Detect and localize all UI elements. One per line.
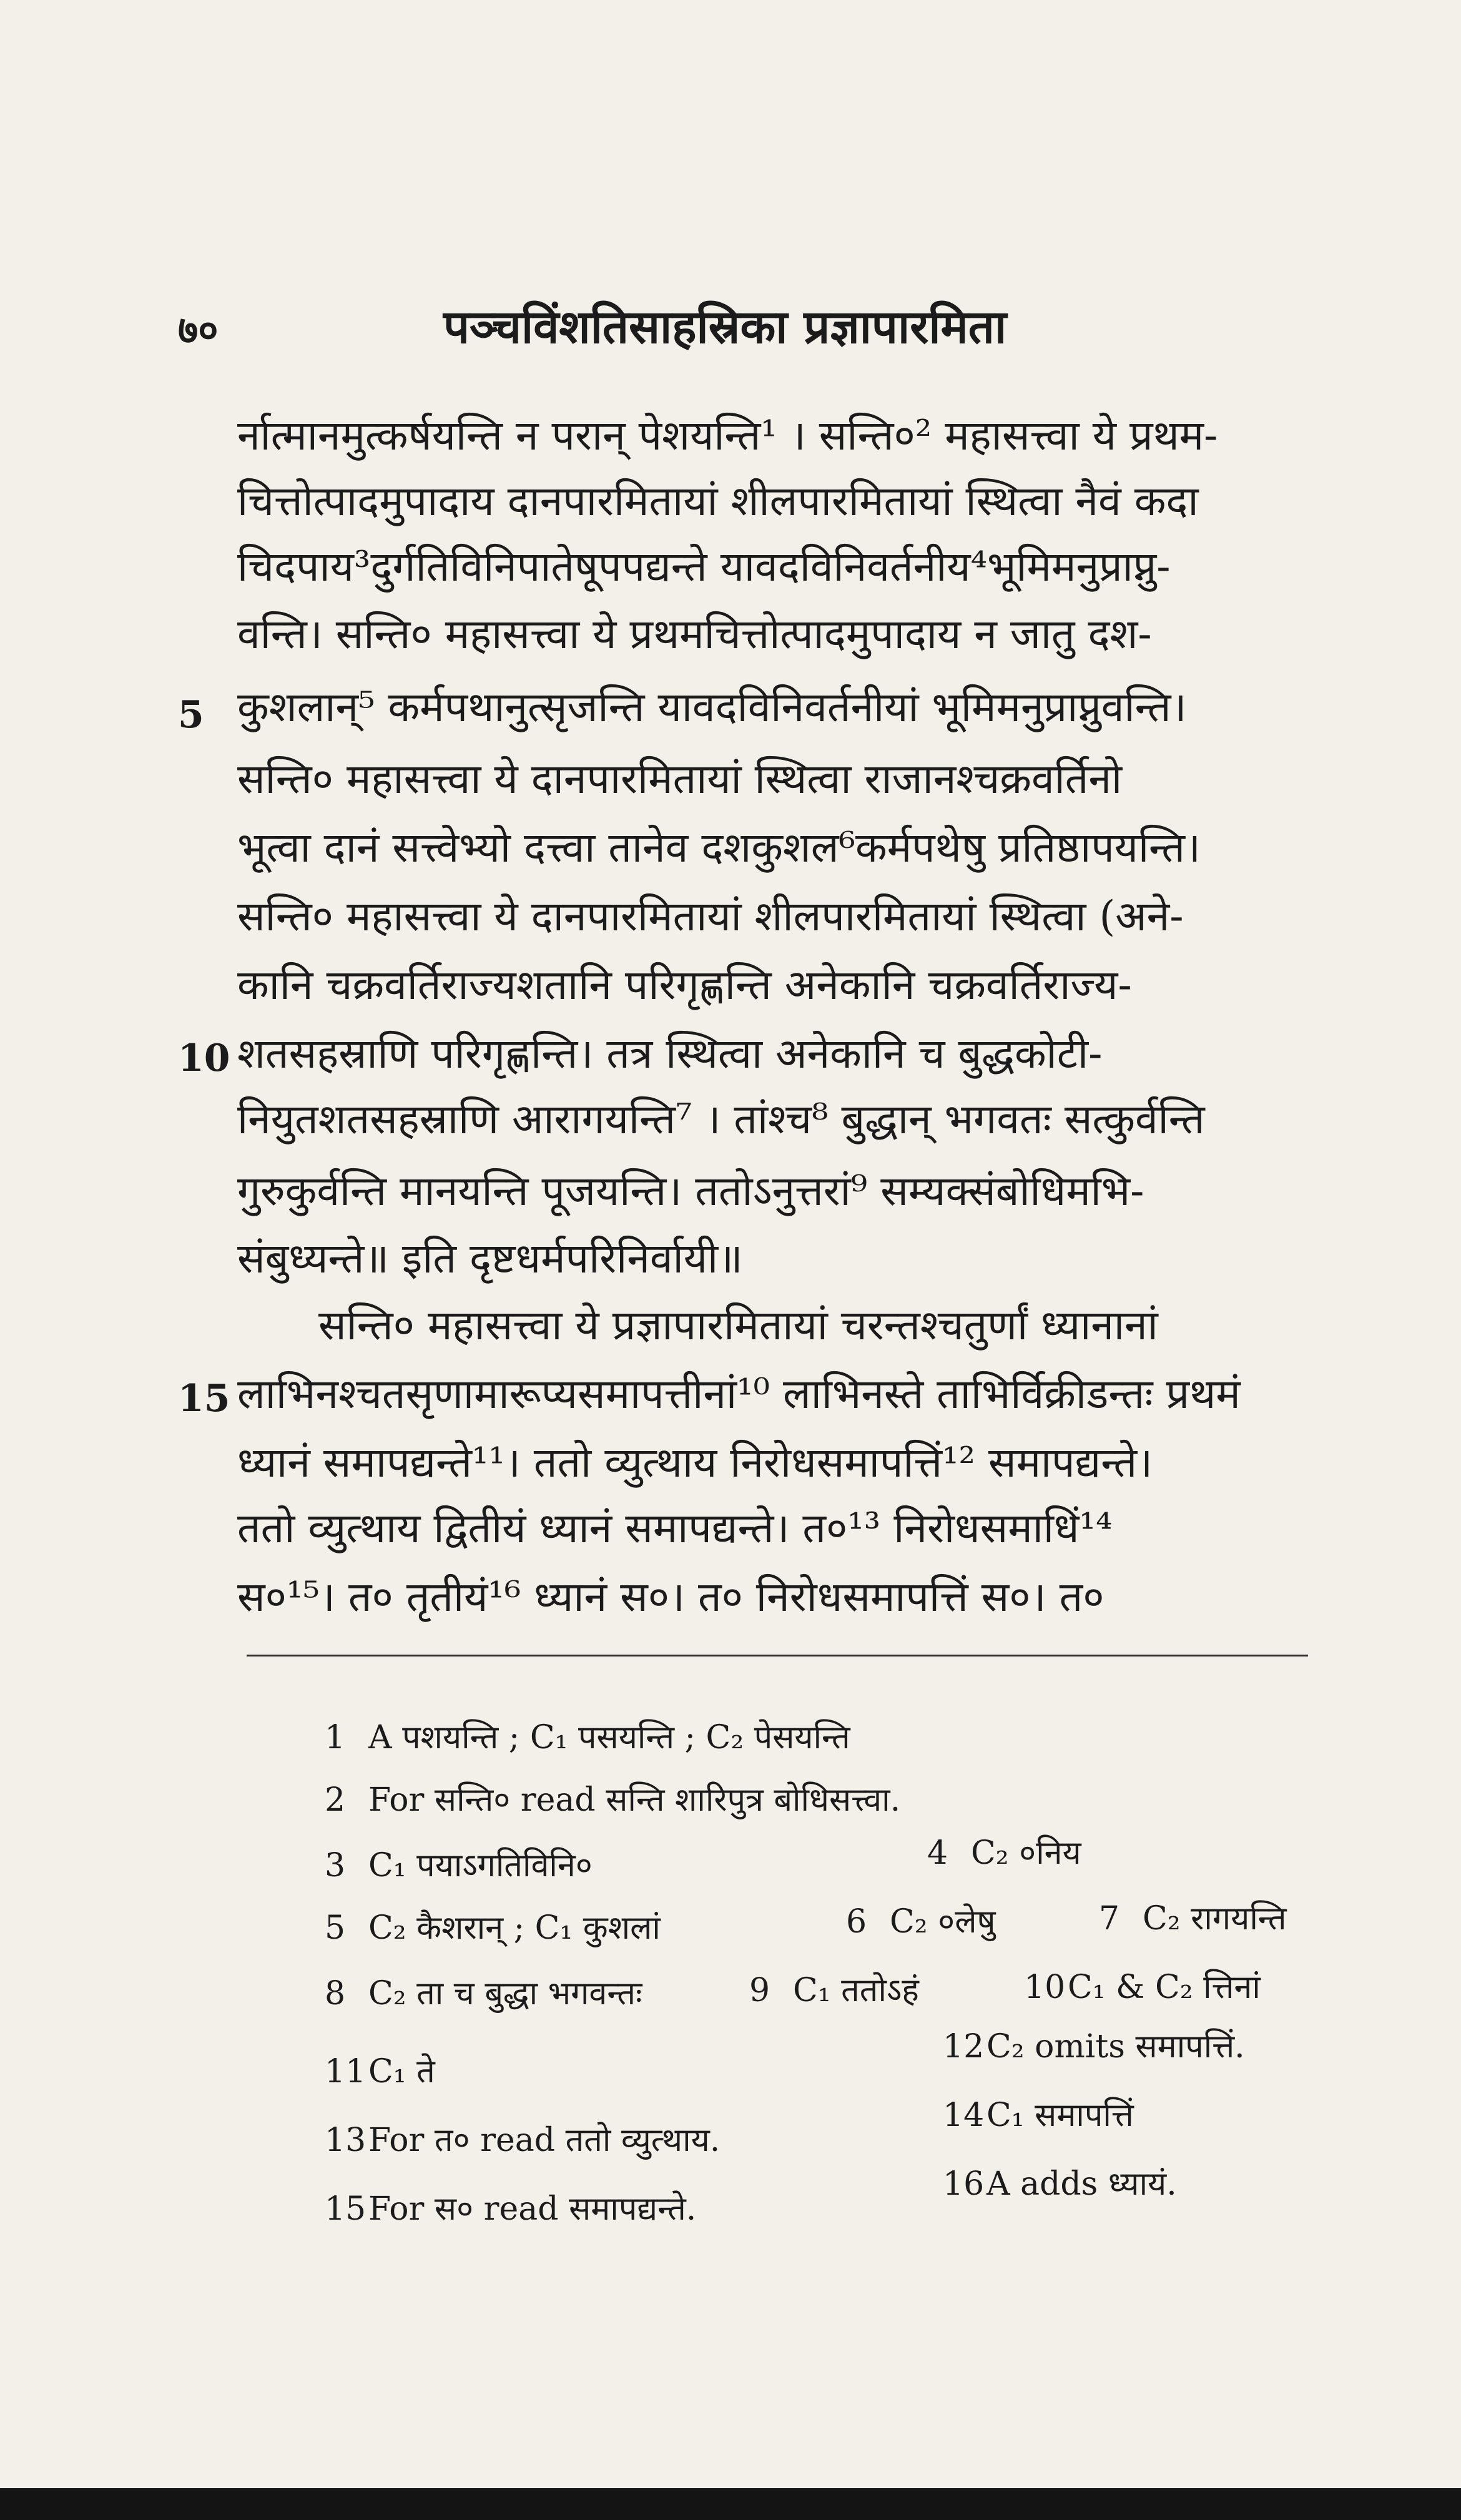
footnote	[943, 2160, 1177, 2205]
text-line: सन्ति० महासत्त्वा ये दानपारमितायां शीलपारमितायां स्थित्वा (अने-	[237, 892, 1184, 940]
footnote	[1024, 1964, 1261, 2008]
footnote-text: C₁ & C₂ त्तिनां	[1068, 1969, 1261, 2006]
line-number: 15	[178, 1377, 230, 1420]
text-line: संबुध्यन्ते॥ इति दृष्टधर्मपरिनिर्वायी॥	[237, 1234, 743, 1282]
footnote	[325, 2185, 696, 2230]
text-line: कानि चक्रवर्तिराज्यशतानि परिगृह्णन्ति अनेकानि चक्रवर्तिराज्य-	[237, 961, 1132, 1009]
text-line: सन्ति० महासत्त्वा ये दानपारमितायां स्थित्वा राजानश्चक्रवर्तिनो	[237, 755, 1123, 803]
text-line: र्नात्मानमुत्कर्षयन्ति न परान् पेशयन्ति¹ । सन्ति०² महासत्त्वा ये प्रथम-	[237, 411, 1218, 460]
line-number: 10	[178, 1036, 230, 1080]
footnote-text: C₁ समापत्तिं	[986, 2097, 1134, 2134]
running-head: पञ्चविंशतिसाहस्रिका प्रज्ञापारमिता	[443, 300, 1007, 354]
text-line: चिदपाय³दुर्गतिविनिपातेषूपपद्यन्ते यावदविनिवर्तनीय⁴भूमिमनुप्राप्नु-	[237, 543, 1171, 591]
footnote	[927, 1829, 1081, 1874]
footnote-number: 12	[943, 2028, 985, 2065]
footnote	[325, 2117, 720, 2161]
footnote-number: 1	[325, 1719, 346, 1756]
footnote-number: 2	[325, 1781, 346, 1819]
text-line: चित्तोत्पादमुपादाय दानपारमितायां शीलपारमितायां स्थित्वा नैवं कदा	[237, 477, 1199, 525]
page-number: ७०	[178, 307, 219, 353]
paragraph-start-line: सन्ति० महासत्त्वा ये प्रज्ञापारमितायां चरन्तश्चतुर्णां ध्यानानां	[318, 1301, 1158, 1349]
footnote-text: A adds ध्यायं.	[986, 2165, 1177, 2203]
footnote-number: 16	[943, 2165, 985, 2203]
footnote-text: C₂ ता च बुद्धा भगवन्तः	[368, 1975, 642, 2012]
footnote-text: C₂ कैशरान् ; C₁ कुशलां	[368, 1909, 661, 1947]
footnote-number: 9	[749, 1972, 770, 2009]
text-line: कुशलान्⁵ कर्मपथानुत्सृजन्ति यावदविनिवर्तनीयां भूमिमनुप्राप्नुवन्ति।	[237, 683, 1187, 731]
footnote-number: 13	[325, 2122, 366, 2159]
footnote-number: 14	[943, 2097, 985, 2134]
text-line: ध्यानं समापद्यन्ते¹¹। ततो व्युत्थाय निरोधसमापत्तिं¹² समापद्यन्ते।	[237, 1439, 1153, 1487]
text-line: ततो व्युत्थाय द्वितीयं ध्यानं समापद्यन्ते। त०¹³ निरोधसमाधिं¹⁴	[237, 1504, 1113, 1552]
footnote-text: For सन्ति० read सन्ति शारिपुत्र बोधिसत्त्वा.	[368, 1781, 901, 1819]
footnote-text: C₁ पयाऽगतिविनि०	[368, 1847, 593, 1884]
footnote-text: C₁ ते	[368, 2053, 435, 2090]
footnote	[325, 1842, 593, 1886]
text-line: लाभिनश्चतसृणामारूप्यसमापत्तीनां¹⁰ लाभिनस्ते ताभिर्विक्रीडन्तः प्रथमं	[237, 1370, 1241, 1418]
footnote	[325, 1776, 900, 1821]
footnote	[1099, 1895, 1286, 1939]
footnote-text: C₂ ०निय	[971, 1834, 1081, 1872]
line-number: 5	[178, 693, 204, 737]
footnote	[325, 1904, 661, 1949]
footnote-text: C₂ रागयन्ति	[1143, 1900, 1287, 1937]
text-line: स०¹⁵। त० तृतीयं¹⁶ ध्यानं स०। त० निरोधसमापत्तिं स०। त०	[237, 1573, 1104, 1621]
text-line: भूत्वा दानं सत्त्वेभ्यो दत्त्वा तानेव दशकुशल⁶कर्मपथेषु प्रतिष्ठापयन्ति।	[237, 824, 1201, 872]
footnote-number: 5	[325, 1909, 346, 1947]
footnote	[749, 1967, 919, 2011]
footnote-number: 10	[1024, 1969, 1066, 2006]
footnote-text: A पशयन्ति ; C₁ पसयन्ति ; C₂ पेसयन्ति	[368, 1719, 850, 1756]
footnote-rule	[247, 1655, 1308, 1656]
footnote-number: 15	[325, 2190, 366, 2228]
footnote-number: 6	[846, 1903, 867, 1941]
footnote-text: For त० read ततो व्युत्थाय.	[368, 2122, 721, 2159]
scan-edge-band	[0, 2488, 1461, 2520]
footnote	[943, 2092, 1134, 2136]
text-line: नियुतशतसहस्राणि आरागयन्ति⁷ । तांश्च⁸ बुद्धान् भगवतः सत्कुर्वन्ति	[237, 1095, 1205, 1143]
footnote-text: C₂ omits समापत्तिं.	[986, 2028, 1245, 2065]
footnote	[846, 1898, 996, 1942]
footnote-text: C₂ ०लेषु	[890, 1903, 996, 1941]
footnote	[325, 1714, 850, 1758]
footnote-number: 11	[325, 2053, 366, 2090]
text-line: गुरुकुर्वन्ति मानयन्ति पूजयन्ति। ततोऽनुत्तरां⁹ सम्यक्संबोधिमभि-	[237, 1167, 1144, 1215]
footnote	[325, 2048, 435, 2092]
text-line: शतसहस्राणि परिगृह्णन्ति। तत्र स्थित्वा अनेकानि च बुद्धकोटी-	[237, 1030, 1103, 1078]
footnote	[943, 2023, 1245, 2067]
footnote-number: 7	[1099, 1900, 1120, 1937]
footnote-text: C₁ ततोऽहं	[793, 1972, 919, 2009]
text-line: वन्ति। सन्ति० महासत्त्वा ये प्रथमचित्तोत्पादमुपादाय न जातु दश-	[237, 610, 1152, 658]
footnote-number: 4	[927, 1834, 948, 1872]
footnote-number: 8	[325, 1975, 346, 2012]
footnote	[325, 1970, 642, 2014]
footnote-text: For स० read समापद्यन्ते.	[368, 2190, 697, 2228]
footnote-number: 3	[325, 1847, 346, 1884]
